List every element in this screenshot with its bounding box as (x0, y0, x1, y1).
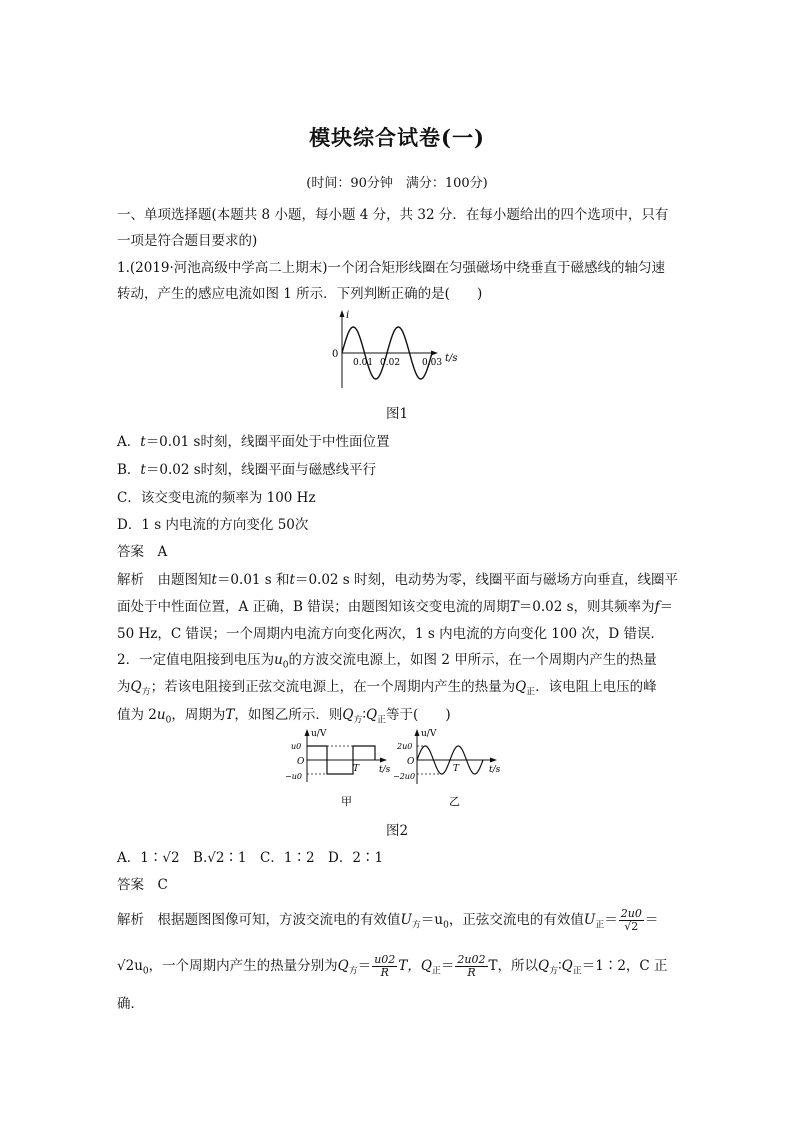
page-subtitle: (时间：90分钟 满分：100分) (306, 176, 488, 191)
y-axis-label: i (346, 310, 350, 321)
2u0-label: 2u0 (397, 742, 413, 751)
q2-analysis-line1: 解析 根据题图图像可知，方波交流电的有效值$U_方=u_0$，正弦交流电的有效值$U_正=$ $\frac{2u0}{√2}$ ＝ (117, 907, 659, 933)
q1-option-b: B．t＝0.02 s时刻，线圈平面与磁感线平行 (117, 462, 377, 478)
q1-analysis-line2: 面处于中性面位置，A 正确，B 错误；由题图知该交变电流的周期T＝0.02 s，则其频率为f＝ (117, 599, 674, 615)
y-axis-label: u/V (421, 729, 437, 739)
q1-option-d: D．1 s 内电流的方向变化 50次 (117, 517, 309, 533)
fraction-u0sq-over-R: $\frac{u02}{R}$ (374, 953, 396, 979)
q1-analysis-line3: 50 Hz，C 错误；一个周期内电流方向变化两次，1 s 内电流的方向变化 100 次，D 错误． (117, 626, 665, 642)
x-axis-label: t/s (489, 765, 501, 775)
period-label: T (353, 764, 360, 774)
neg-2u0-label: −2u0 (393, 772, 416, 781)
q1-option-a: A．t＝0.01 s时刻，线圈平面处于中性面位置 (117, 434, 390, 450)
x-axis-arrow (490, 758, 497, 763)
q2-stem-line1: 2．一定值电阻接到电压为$u_0$的方波交流电源上，如图 2 甲所示，在一个周期内产生的热量 (117, 652, 657, 671)
origin-label: O (297, 757, 305, 767)
q1-analysis-line1: 解析 由题图知t＝0.01 s 和t＝0.02 s 时刻，电动势为零，线圈平面与磁场方向垂直，线圈平 (117, 572, 679, 588)
figure2-square-wave-graph (285, 727, 395, 812)
origin-label: O (407, 757, 415, 767)
q2-analysis-line2: $√2u_0$，一个周期内产生的热量分别为$Q_方=$ $\frac{u02}{R}$ T，$Q_正=$ $\frac{2u02}{R}$ T，所以$Q_方∶Q_正=1∶2$，C 正 (117, 953, 668, 979)
origin-label: 0 (332, 349, 339, 360)
page-title: 模块综合试卷(一) (309, 125, 485, 150)
tick-label-0.03: 0.03 (422, 358, 443, 368)
figure1-caption: 图1 (385, 406, 409, 422)
x-axis-arrow (380, 758, 387, 763)
q1-answer: 答案 A (117, 544, 168, 560)
q2-stem-line3: 值为 $2u_0$，周期为T，如图乙所示．则$Q_方∶Q_正$等于( ) (117, 707, 451, 726)
figure2-sine-wave-graph (393, 727, 508, 812)
section-heading-line2: 一项是符合题目要求的) (117, 233, 258, 249)
q2-analysis-line3: 确． (117, 996, 144, 1012)
tick-label-0.01: 0.01 (353, 358, 374, 368)
tick-label-0.02: 0.02 (380, 358, 401, 368)
label-jia: 甲 (341, 795, 352, 808)
section-heading-line1: 一、单项选择题(本题共 8 小题，每小题 4 分，共 32 分．在每小题给出的四个选项中，只有 (117, 207, 669, 223)
fraction-2u0sq-over-R: $\frac{2u02}{R}$ (457, 953, 486, 979)
figure1-sine-graph (322, 308, 467, 393)
figure2-caption: 图2 (385, 823, 409, 839)
y-axis-arrow (340, 310, 345, 317)
x-axis-label: t/s (445, 353, 458, 364)
q1-option-c: C．该交变电流的频率为 100 Hz (117, 490, 316, 506)
x-axis-label: t/s (379, 765, 391, 775)
q2-stem-line2: 为$Q_方$；若该电阻接到正弦交流电源上，在一个周期内产生的热量为$Q_正$．该电阻上电压的峰 (117, 679, 657, 698)
y-axis-arrow (305, 729, 310, 736)
label-yi: 乙 (449, 795, 460, 808)
q2-options: A．1∶√2 B.√2∶1 C．1∶2 D．2∶1 (117, 850, 384, 866)
y-axis-label: u/V (311, 729, 327, 739)
q2-answer: 答案 C (117, 877, 168, 893)
period-label: T (453, 764, 460, 774)
y-axis-arrow (415, 729, 420, 736)
fraction-peak-over-root2: $\frac{2u0}{√2}$ (620, 907, 642, 933)
q1-stem-line2: 转动，产生的感应电流如图 1 所示．下列判断正确的是( ) (117, 286, 483, 302)
q1-stem-line1: 1.(2019·河池高级中学高二上期末)一个闭合矩形线圈在匀强磁场中绕垂直于磁感线的轴匀速 (117, 260, 666, 276)
u0-label: u0 (291, 742, 302, 751)
neg-u0-label: −u0 (285, 772, 302, 781)
